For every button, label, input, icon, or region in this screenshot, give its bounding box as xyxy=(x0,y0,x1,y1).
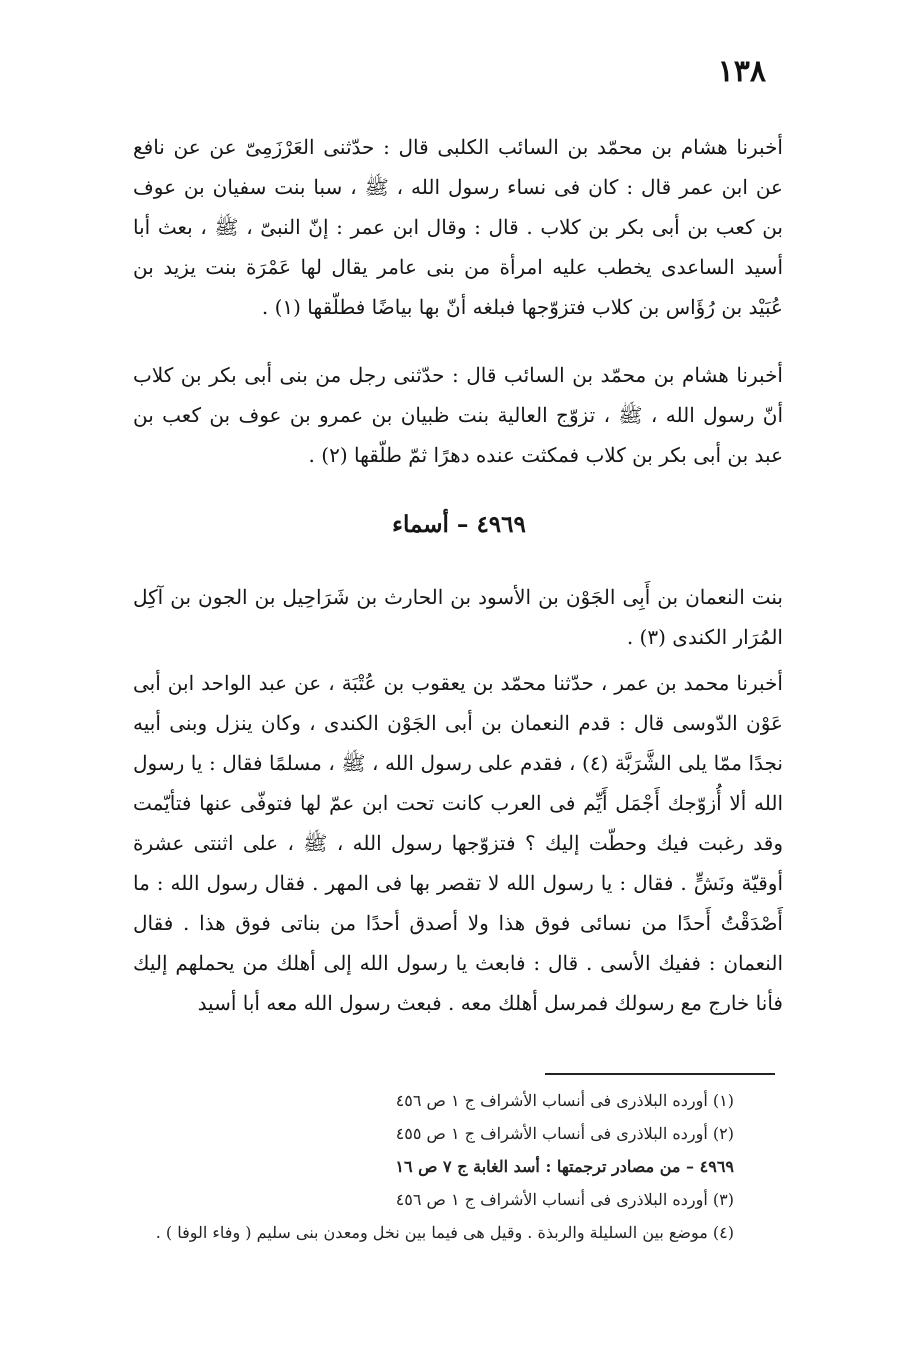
footnote-sources: ٤٩٦٩ – من مصادر ترجمتها : أسد الغابة ج ٧ ص ١٦ xyxy=(395,1157,734,1176)
footnote-2: (٢) أورده البلاذرى فى أنساب الأشراف ج ١ ص ٤٥٥ xyxy=(395,1124,734,1143)
footnotes xyxy=(155,1084,734,1249)
footnote-separator xyxy=(545,1073,775,1075)
paragraph-hisham-narration-2: أخبرنا هشام بن محمّد بن السائب قال : حدّثنى رجل من بنى أبى بكر بن كلاب أنّ رسول الله ، ﷺ ، تزوّج العالية بنت ظبيان بن عمرو بن عوف بن كعب بن عبد بن أبى بكر بن كلاب فمكثت عنده دهرًا ثمّ طلّقها (٢) . xyxy=(133,363,783,467)
paragraph-hisham-narration-1: أخبرنا هشام بن محمّد بن السائب الكلبى قال : حدّثنى العَرْزَمِىّ عن عن نافع عن ابن عمر قال : كان فى نساء رسول الله ، ﷺ ، سبا بنت سفيان بن عوف بن كعب بن أبى بكر بن كلاب . قال : وقال ابن عمر : إنّ النبىّ ، ﷺ ، بعث أبا أسيد الساعدى يخطب عليه امرأة من بنى عامر يقال لها عَمْرَة بنت يزيد بن عُبَيْد بن رُؤَاس بن كلاب فتزوّجها فبلغه أنّ بها بياضًا فطلّقها (١) . xyxy=(133,135,783,319)
footnote-3: (٣) أورده البلاذرى فى أنساب الأشراف ج ١ ص ٤٥٦ xyxy=(395,1190,734,1209)
paragraph-lineage: بنت النعمان بن أَبِى الجَوْن بن الأسود بن الحارث بن شَرَاحِيل بن الجون بن آكِل المُرَار الكندى (٣) . xyxy=(133,585,783,649)
paragraph-numan-narration: أخبرنا محمد بن عمر ، حدّثنا محمّد بن يعقوب بن عُتْبَة ، عن عبد الواحد ابن أبى عَوْن الدّوسى قال : قدم النعمان بن أبى الجَوْن الكندى ، وكان ينزل وبنى أبيه نجدًا ممّا يلى الشَّرَبَّة (٤) ، فقدم على رسول الله ، ﷺ ، مسلمًا فقال : يا رسول الله ألا أُزوّجك أَجْمَل أَيِّم فى العرب كانت تحت ابن عمّ لها فتوفّى عنها فتأيّمت وقد رغبت فيك وحطّت إليك ؟ فتزوّجها رسول الله ، ﷺ ، على اثنتى عشرة أوقيّة ونَشٍّ . فقال : يا رسول الله لا تقصر بها فى المهر . فقال رسول الله : ما أَصْدَقْتُ أَحدًا من نسائى فوق هذا ولا أصدق أحدًا من بناتى فوق هذا . فقال النعمان : ففيك الأسى . قال : فابعث يا رسول الله إلى أهلك من يحملهم إليك فأنا خارج مع رسولك فمرسل أهلك معه . فبعث رسول الله معه أبا أسيد xyxy=(133,671,783,1015)
section-heading: ٤٩٦٩ – أسماء xyxy=(392,511,526,538)
page-number: ١٣٨ xyxy=(717,54,766,89)
footnote-1: (١) أورده البلاذرى فى أنساب الأشراف ج ١ ص ٤٥٦ xyxy=(395,1091,734,1110)
footnote-4: (٤) موضع بين السليلة والربذة . وقيل هى فيما بين نخل ومعدن بنى سليم ( وفاء الوفا ) . xyxy=(155,1223,734,1242)
